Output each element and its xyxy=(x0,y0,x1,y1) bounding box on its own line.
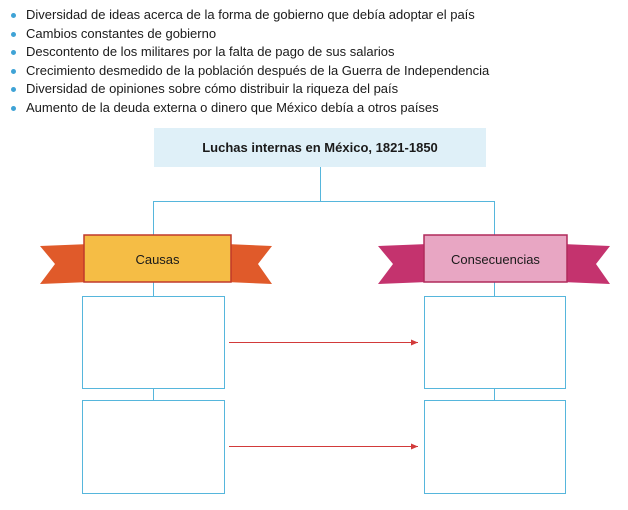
causas-ribbon-left xyxy=(40,244,90,284)
list-item-text: Diversidad de ideas acerca de la forma de gobierno que debía adoptar el país xyxy=(26,7,475,22)
causas-label: Causas xyxy=(135,251,180,267)
arrows xyxy=(229,343,418,447)
consecuencias-ribbon-left xyxy=(378,244,428,284)
cause-box-1[interactable] xyxy=(82,296,225,389)
consecuencias-ribbon-right xyxy=(562,244,610,284)
list-item-text: Cambios constantes de gobierno xyxy=(26,25,217,41)
diagram-title: Luchas internas en México, 1821-1850 xyxy=(154,128,486,167)
consecuencias-label: Consecuencias xyxy=(451,251,540,267)
consequence-box-1[interactable] xyxy=(424,296,566,389)
list-item-text: Crecimiento desmedido de la población después de la Guerra de Independencia xyxy=(26,62,490,78)
consequence-box-2[interactable] xyxy=(424,400,566,494)
cause-box-2[interactable] xyxy=(82,400,225,494)
list-item-text: Descontento de los militares por la falta de pago de sus salarios xyxy=(26,44,395,59)
list-item-text: Diversidad de opiniones sobre cómo distribuir la riqueza del país xyxy=(26,81,399,96)
list-item-text: Aumento de la deuda externa o dinero que México debía a otros países xyxy=(26,99,439,115)
causas-ribbon-right xyxy=(226,244,272,284)
